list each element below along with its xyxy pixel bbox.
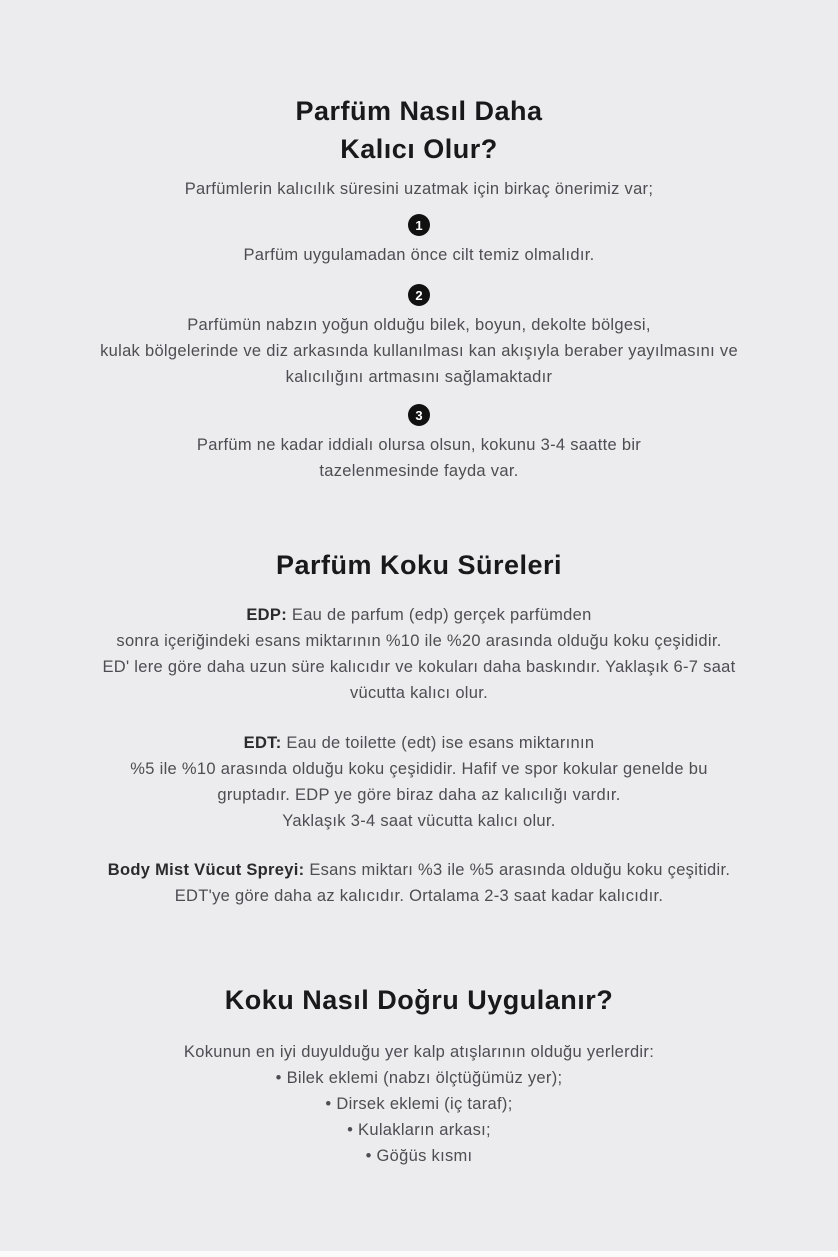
application-section-title: Koku Nasıl Doğru Uygulanır? (224, 985, 614, 1015)
step-1-line-1: Parfüm uygulamadan önce cilt temiz olmalıdır. (243, 246, 595, 264)
edt-label: EDT: (243, 734, 282, 752)
body-mist-line-1-text: Esans miktarı %3 ile %5 arasında olduğu koku çeşitidir. (309, 861, 731, 879)
title-line-1: Parfüm Nasıl Daha (295, 96, 543, 126)
edp-line-3: ED' lere göre daha uzun süre kalıcıdır ve kokuları daha baskındır. Yaklaşık 6-7 saat (102, 658, 736, 676)
step-2-number-badge: 2 (408, 284, 430, 306)
edp-line-2: sonra içeriğindeki esans miktarının %10 ile %20 arasında olduğu koku çeşididir. (116, 632, 722, 650)
edt-paragraph (32, 730, 806, 834)
body-mist-label: Body Mist Vücut Spreyi: (107, 861, 305, 879)
step-1-badge-wrap (32, 214, 806, 236)
step-3-number-badge: 3 (408, 404, 430, 426)
edt-line-1 (32, 730, 806, 756)
page-bottom-strip (0, 1251, 838, 1257)
bullet-item-ears: • Kulakların arkası; (347, 1121, 491, 1139)
bullet-item-wrist: • Bilek eklemi (nabzı ölçtüğümüz yer); (275, 1069, 563, 1087)
step-2-text (32, 312, 806, 390)
longevity-intro: Parfümlerin kalıcılık süresini uzatmak için birkaç önerimiz var; (184, 180, 654, 198)
application-intro: Kokunun en iyi duyulduğu yer kalp atışlarının olduğu yerlerdir: (183, 1043, 655, 1061)
edt-line-1-text: Eau de toilette (edt) ise esans miktarının (286, 734, 595, 752)
page-content (32, 0, 806, 1169)
body-mist-paragraph (32, 857, 806, 909)
bullet-item-chest: • Göğüs kısmı (365, 1147, 473, 1165)
body-mist-line-2: EDT'ye göre daha az kalıcıdır. Ortalama 2-3 saat kadar kalıcıdır. (174, 887, 664, 905)
edt-line-4: Yaklaşık 3-4 saat vücutta kalıcı olur. (282, 812, 556, 830)
edp-paragraph (32, 602, 806, 706)
edp-label: EDP: (246, 606, 287, 624)
step-2-line-2: kulak bölgelerinde ve diz arkasında kullanılması kan akışıyla beraber yayılmasını ve (100, 342, 738, 360)
step-1-number-badge: 1 (408, 214, 430, 236)
step-3-text (32, 432, 806, 484)
edt-line-2: %5 ile %10 arasında olduğu koku çeşididir. Hafif ve spor kokular genelde bu (130, 760, 708, 778)
edt-line-3: gruptadır. EDP ye göre biraz daha az kalıcılığı vardır. (217, 786, 621, 804)
edp-line-4: vücutta kalıcı olur. (349, 684, 489, 702)
step-3-line-2: tazelenmesinde fayda var. (319, 462, 519, 480)
edp-line-1-text: Eau de parfum (edp) gerçek parfümden (291, 606, 592, 624)
edp-line-1 (32, 602, 806, 628)
longevity-section-title (32, 92, 806, 168)
step-3-badge-wrap (32, 404, 806, 426)
step-2-line-1: Parfümün nabzın yoğun olduğu bilek, boyun, dekolte bölgesi, (187, 316, 651, 334)
step-2-badge-wrap (32, 284, 806, 306)
step-3-line-1: Parfüm ne kadar iddialı olursa olsun, kokunu 3-4 saatte bir (196, 436, 642, 454)
step-2-line-3: kalıcılığını artmasını sağlamaktadır (285, 368, 553, 386)
title-line-2: Kalıcı Olur? (340, 134, 498, 164)
durations-section-title: Parfüm Koku Süreleri (275, 550, 563, 580)
application-bullet-list (32, 1065, 806, 1169)
bullet-item-elbow: • Dirsek eklemi (iç taraf); (325, 1095, 513, 1113)
body-mist-line-1 (32, 857, 806, 883)
step-1-text (32, 242, 806, 268)
